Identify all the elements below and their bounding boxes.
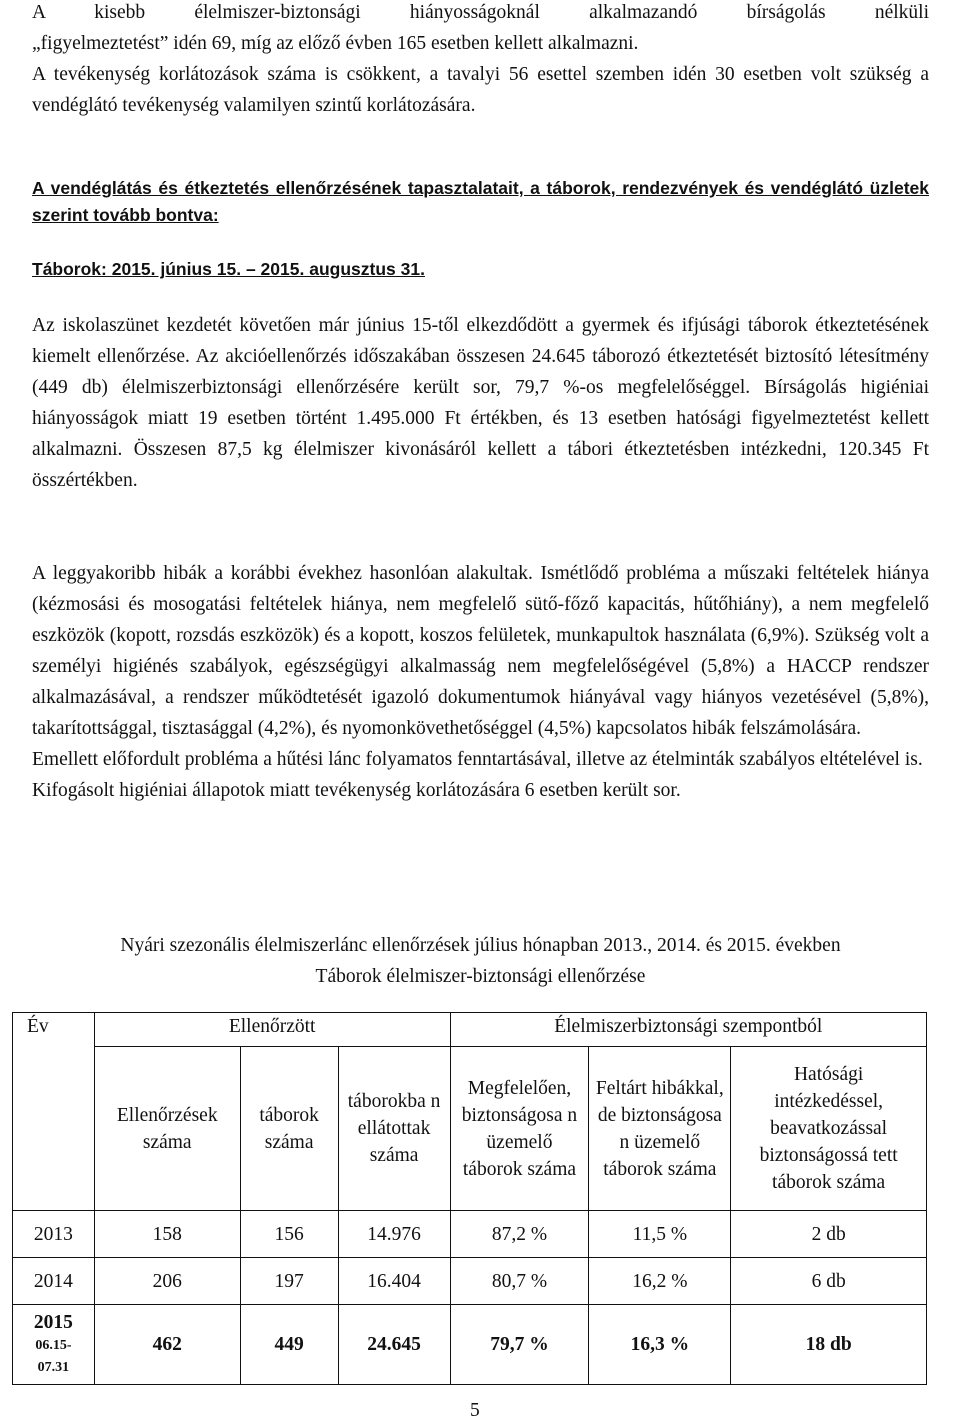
cell-inspections: 158 xyxy=(94,1211,240,1258)
paragraph-1-line-1: A kisebb élelmiszer-biztonsági hiányosságoknál alkalmazandó bírságolás nélküli xyxy=(32,2,929,23)
camps-inspection-table xyxy=(12,1012,927,1385)
paragraph-camps-summary: Az iskolaszünet kezdetét követően már június 15-től elkezdődött a gyermek és ifjúsági táborok étkeztetésének kiemelt ellenőrzése. Az akcióellenőrzés időszakában összesen 24.645 táborozó étkeztetését biztosító létesítmény (449 db) élelmiszerbiztonsági ellenőrzésére került sor, 79,7 %-os megfelelőséggel. Bírságolás higiéniai hiányosságok miatt 19 esetben történt 1.495.000 Ft értékben, és 13 esetben hatósági figyelmeztetést kellett alkalmazni. Összesen 87,5 kg élelmiszer kivonásáról kellett a tábori étkeztetésben intézkedni, 120.345 Ft összértékben. xyxy=(32,315,929,491)
cell-campers: 24.645 xyxy=(338,1305,450,1385)
cell-year: 2013 xyxy=(13,1211,95,1258)
cell-compliant: 87,2 % xyxy=(450,1211,589,1258)
table-row xyxy=(13,1305,927,1385)
cell-authority: 2 db xyxy=(731,1211,927,1258)
table-title-2: Táborok élelmiszer-biztonsági ellenőrzése xyxy=(315,966,646,987)
camps-subheading: Táborok: 2015. június 15. – 2015. augusztus 31. xyxy=(32,259,425,279)
cell-camps: 156 xyxy=(240,1211,338,1258)
cell-year: 2014 xyxy=(13,1258,95,1305)
cell-year xyxy=(13,1305,95,1385)
cell-compliant: 79,7 % xyxy=(450,1305,589,1385)
cell-authority: 6 db xyxy=(731,1258,927,1305)
paragraph-common-errors: A leggyakoribb hibák a korábbi évekhez hasonlóan alakultak. Ismétlődő probléma a műszaki feltételek hiánya (kézmosási és mosogatási feltételek hiánya, nem megfelelő sütő-főző kapacitás, hűtőhiány), a nem megfelelő eszközök (kopott, rozsdás eszközök) és a kopott, koszos felületek, munkapultok használata (6,9%). Szükség volt a személyi higiénés szabályok, egészségügyi alkalmasság nem megfelelőségével (5,8%) a HACCP rendszer alkalmazásával, a rendszer működtetését igazoló dokumentumok hiányával vagy hiányos vezetésével (5,8%), takarítottsággal, tisztasággal (4,2%), és nyomonkövethetőséggel (4,5%) kapcsolatos hibák felszámolására. xyxy=(32,563,929,739)
header-authority-action: Hatósági intézkedéssel, beavatkozással biztonságossá tett táborok száma xyxy=(731,1047,927,1211)
table-title-1: Nyári szezonális élelmiszerlánc ellenőrzések július hónapban 2013., 2014. és 2015. években xyxy=(120,935,841,956)
cell-camps: 197 xyxy=(240,1258,338,1305)
header-deficient-camps: Feltárt hibákkal, de biztonságosa n üzemelő táborok száma xyxy=(589,1047,731,1211)
cell-authority: 18 db xyxy=(731,1305,927,1385)
paragraph-2: A tevékenység korlátozások száma is csökkent, a tavalyi 56 esettel szemben idén 30 esetben volt szükség a vendéglátó tevékenység valamilyen szintű korlátozására. xyxy=(32,64,929,116)
cell-campers: 16.404 xyxy=(338,1258,450,1305)
year-period-end: 07.31 xyxy=(37,1359,70,1375)
page-number: 5 xyxy=(470,1400,480,1421)
section-heading: A vendéglátás és étkeztetés ellenőrzésének tapasztalatait, a táborok, rendezvények és vendéglátó üzletek szerint tovább bontva: xyxy=(32,178,929,225)
header-inspected: Ellenőrzött xyxy=(94,1013,450,1047)
header-year: Év xyxy=(13,1013,95,1211)
year-value: 2015 xyxy=(33,1311,73,1333)
header-food-safety: Élelmiszerbiztonsági szempontból xyxy=(450,1013,926,1047)
table-row xyxy=(13,1258,927,1305)
header-campers-count: táborokba n ellátottak száma xyxy=(338,1047,450,1211)
cell-camps: 449 xyxy=(240,1305,338,1385)
year-period-start: 06.15- xyxy=(35,1337,72,1353)
cell-campers: 14.976 xyxy=(338,1211,450,1258)
cell-compliant: 80,7 % xyxy=(450,1258,589,1305)
cell-deficient: 16,2 % xyxy=(589,1258,731,1305)
paragraph-cold-chain: Emellett előfordult probléma a hűtési lánc folyamatos fenntartásával, illetve az ételminták szabályos eltételével is. xyxy=(32,749,923,770)
table-row xyxy=(13,1211,927,1258)
cell-inspections: 462 xyxy=(94,1305,240,1385)
header-compliant-camps: Megfelelően, biztonságosa n üzemelő táborok száma xyxy=(450,1047,589,1211)
paragraph-restrictions: Kifogásolt higiéniai állapotok miatt tevékenység korlátozására 6 esetben került sor. xyxy=(32,780,681,801)
header-inspections-count: Ellenőrzések száma xyxy=(94,1047,240,1211)
cell-deficient: 11,5 % xyxy=(589,1211,731,1258)
cell-deficient: 16,3 % xyxy=(589,1305,731,1385)
header-camps-count: táborok száma xyxy=(240,1047,338,1211)
paragraph-1-line-2: „figyelmeztetést” idén 69, míg az előző évben 165 esetben kellett alkalmazni. xyxy=(32,33,639,54)
cell-inspections: 206 xyxy=(94,1258,240,1305)
